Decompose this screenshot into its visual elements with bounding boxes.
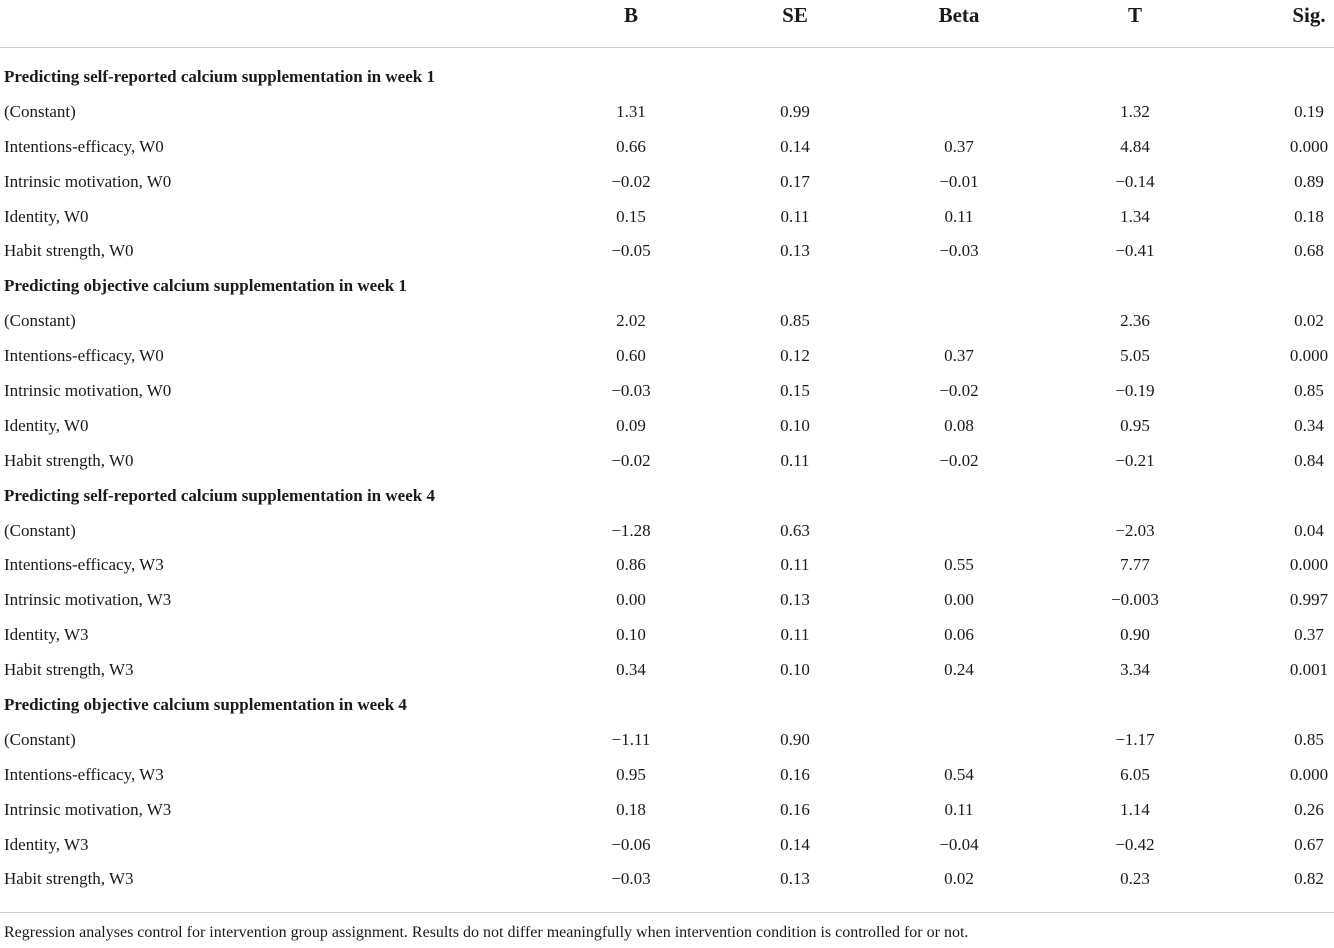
row-label: Habit strength, W3 bbox=[4, 869, 134, 889]
cell-t: −0.14 bbox=[1115, 171, 1155, 191]
cell-t: 1.32 bbox=[1120, 101, 1150, 121]
row-label: (Constant) bbox=[4, 520, 76, 540]
cell-b: −0.02 bbox=[611, 171, 651, 191]
cell-t: 2.36 bbox=[1120, 311, 1150, 331]
cell-sig: 0.02 bbox=[1294, 311, 1324, 331]
cell-sig: 0.000 bbox=[1289, 555, 1329, 575]
table-row bbox=[0, 339, 1334, 374]
cell-b: −1.28 bbox=[611, 520, 651, 540]
row-label: Intrinsic motivation, W0 bbox=[4, 171, 172, 191]
cell-se: 0.11 bbox=[780, 450, 810, 470]
cell-beta: 0.08 bbox=[944, 415, 974, 435]
cell-beta: −0.02 bbox=[939, 381, 979, 401]
cell-b: 0.95 bbox=[616, 764, 646, 784]
cell-se: 0.13 bbox=[780, 590, 810, 610]
cell-t: 5.05 bbox=[1120, 346, 1150, 366]
table-row bbox=[0, 618, 1334, 653]
cell-sig: 0.34 bbox=[1294, 415, 1324, 435]
cell-t: −2.03 bbox=[1115, 520, 1155, 540]
cell-beta: −0.01 bbox=[939, 171, 979, 191]
row-label: Intentions-efficacy, W3 bbox=[4, 555, 164, 575]
cell-b: 0.60 bbox=[616, 346, 646, 366]
cell-beta: 0.11 bbox=[944, 206, 974, 226]
cell-se: 0.17 bbox=[780, 171, 810, 191]
cell-b: 0.66 bbox=[616, 136, 646, 156]
cell-t: 1.14 bbox=[1120, 799, 1150, 819]
cell-beta: 0.54 bbox=[944, 764, 974, 784]
table-row bbox=[0, 862, 1334, 897]
table-body bbox=[0, 60, 1334, 897]
row-label: Intentions-efficacy, W0 bbox=[4, 346, 164, 366]
cell-t: −0.42 bbox=[1115, 834, 1155, 854]
section-heading: Predicting self-reported calcium supplementation in week 1 bbox=[4, 67, 435, 86]
cell-b: 0.15 bbox=[616, 206, 646, 226]
table-header bbox=[0, 0, 1334, 48]
cell-se: 0.10 bbox=[780, 660, 810, 680]
cell-sig: 0.997 bbox=[1289, 590, 1329, 610]
table-row bbox=[0, 583, 1334, 618]
cell-t: −0.19 bbox=[1115, 381, 1155, 401]
cell-sig: 0.84 bbox=[1294, 450, 1324, 470]
cell-se: 0.10 bbox=[780, 415, 810, 435]
cell-sig: 0.82 bbox=[1294, 869, 1324, 889]
row-label: Habit strength, W0 bbox=[4, 241, 134, 261]
cell-sig: 0.04 bbox=[1294, 520, 1324, 540]
section-heading-row bbox=[0, 60, 1334, 95]
table-row bbox=[0, 374, 1334, 409]
cell-se: 0.11 bbox=[780, 625, 810, 645]
cell-se: 0.11 bbox=[780, 206, 810, 226]
table-row bbox=[0, 514, 1334, 549]
cell-se: 0.14 bbox=[780, 136, 810, 156]
cell-b: 0.34 bbox=[616, 660, 646, 680]
table-row bbox=[0, 234, 1334, 269]
section-heading: Predicting self-reported calcium supplementation in week 4 bbox=[4, 485, 435, 505]
cell-beta: 0.37 bbox=[944, 136, 974, 156]
cell-t: 1.34 bbox=[1120, 206, 1150, 226]
cell-b: −0.03 bbox=[611, 869, 651, 889]
row-label: Intrinsic motivation, W0 bbox=[4, 381, 172, 401]
cell-beta: 0.06 bbox=[944, 625, 974, 645]
cell-t: −0.41 bbox=[1115, 241, 1155, 261]
column-header-se: SE bbox=[782, 3, 808, 27]
row-label: (Constant) bbox=[4, 311, 76, 331]
cell-sig: 0.18 bbox=[1294, 206, 1324, 226]
table-footnote: Regression analyses control for intervention group assignment. Results do not differ meaningfully when intervention condition is controlled for or not. bbox=[4, 924, 969, 941]
section-heading: Predicting objective calcium supplementation in week 1 bbox=[4, 276, 407, 296]
section-heading-row bbox=[0, 479, 1334, 514]
cell-b: 0.18 bbox=[616, 799, 646, 819]
row-label: Habit strength, W0 bbox=[4, 450, 134, 470]
cell-sig: 0.19 bbox=[1294, 101, 1324, 121]
cell-b: −0.06 bbox=[611, 834, 651, 854]
cell-beta: −0.02 bbox=[939, 450, 979, 470]
cell-se: 0.63 bbox=[780, 520, 810, 540]
cell-sig: 0.000 bbox=[1289, 346, 1329, 366]
cell-t: −1.17 bbox=[1115, 729, 1155, 749]
cell-b: −0.05 bbox=[611, 241, 651, 261]
cell-se: 0.15 bbox=[780, 381, 810, 401]
row-label: Intentions-efficacy, W3 bbox=[4, 764, 164, 784]
row-label: Identity, W0 bbox=[4, 415, 89, 435]
cell-sig: 0.85 bbox=[1294, 729, 1324, 749]
cell-b: 0.86 bbox=[616, 555, 646, 575]
cell-se: 0.16 bbox=[780, 799, 810, 819]
table-row bbox=[0, 828, 1334, 863]
row-label: (Constant) bbox=[4, 729, 76, 749]
cell-se: 0.16 bbox=[780, 764, 810, 784]
cell-t: 6.05 bbox=[1120, 764, 1150, 784]
table-row bbox=[0, 409, 1334, 444]
column-header-t: T bbox=[1127, 3, 1142, 27]
cell-b: −0.02 bbox=[611, 450, 651, 470]
cell-beta: 0.37 bbox=[944, 346, 974, 366]
row-label: (Constant) bbox=[4, 101, 76, 121]
cell-sig: 0.001 bbox=[1289, 660, 1329, 680]
column-header-b: B bbox=[623, 3, 638, 27]
table-row bbox=[0, 165, 1334, 200]
cell-t: 7.77 bbox=[1120, 555, 1150, 575]
row-label: Intrinsic motivation, W3 bbox=[4, 590, 172, 610]
table-row bbox=[0, 723, 1334, 758]
cell-se: 0.14 bbox=[780, 834, 810, 854]
cell-t: 0.23 bbox=[1120, 869, 1150, 889]
cell-beta: −0.03 bbox=[939, 241, 979, 261]
cell-b: 1.31 bbox=[616, 101, 646, 121]
section-heading: Predicting objective calcium supplementation in week 4 bbox=[4, 695, 407, 715]
row-label: Identity, W0 bbox=[4, 206, 89, 226]
cell-sig: 0.67 bbox=[1294, 834, 1324, 854]
cell-se: 0.99 bbox=[780, 101, 810, 121]
table-row bbox=[0, 130, 1334, 165]
cell-beta: 0.11 bbox=[944, 799, 974, 819]
table-row bbox=[0, 793, 1334, 828]
cell-sig: 0.000 bbox=[1289, 136, 1329, 156]
cell-se: 0.85 bbox=[780, 311, 810, 331]
cell-sig: 0.85 bbox=[1294, 381, 1324, 401]
table-row bbox=[0, 304, 1334, 339]
cell-t: −0.21 bbox=[1115, 450, 1155, 470]
cell-sig: 0.89 bbox=[1294, 171, 1324, 191]
cell-sig: 0.68 bbox=[1294, 241, 1324, 261]
cell-beta: 0.24 bbox=[944, 660, 974, 680]
cell-se: 0.13 bbox=[780, 241, 810, 261]
cell-b: −0.03 bbox=[611, 381, 651, 401]
row-label: Habit strength, W3 bbox=[4, 660, 134, 680]
cell-se: 0.11 bbox=[780, 555, 810, 575]
cell-b: 0.10 bbox=[616, 625, 646, 645]
cell-se: 0.90 bbox=[780, 729, 810, 749]
table-row bbox=[0, 444, 1334, 479]
cell-t: 0.90 bbox=[1120, 625, 1150, 645]
table-row bbox=[0, 200, 1334, 235]
cell-beta: 0.55 bbox=[944, 555, 974, 575]
cell-se: 0.12 bbox=[780, 346, 810, 366]
table-row bbox=[0, 95, 1334, 130]
section-heading-row bbox=[0, 269, 1334, 304]
cell-b: −1.11 bbox=[611, 729, 651, 749]
cell-b: 2.02 bbox=[616, 311, 646, 331]
cell-t: 3.34 bbox=[1120, 660, 1150, 680]
cell-t: 4.84 bbox=[1120, 136, 1150, 156]
table-row bbox=[0, 548, 1334, 583]
cell-beta: −0.04 bbox=[939, 834, 979, 854]
section-heading-row bbox=[0, 688, 1334, 723]
row-label: Intentions-efficacy, W0 bbox=[4, 136, 164, 156]
cell-b: 0.09 bbox=[616, 415, 646, 435]
cell-sig: 0.26 bbox=[1294, 799, 1324, 819]
row-label: Identity, W3 bbox=[4, 834, 89, 854]
row-label: Intrinsic motivation, W3 bbox=[4, 799, 172, 819]
cell-se: 0.13 bbox=[780, 869, 810, 889]
cell-t: 0.95 bbox=[1120, 415, 1150, 435]
table-row bbox=[0, 653, 1334, 688]
cell-t: −0.003 bbox=[1111, 590, 1159, 610]
column-header-beta: Beta bbox=[938, 3, 980, 27]
column-header-sig: Sig. bbox=[1292, 3, 1326, 27]
row-label: Identity, W3 bbox=[4, 625, 89, 645]
cell-beta: 0.00 bbox=[944, 590, 974, 610]
cell-sig: 0.000 bbox=[1289, 764, 1329, 784]
table-row bbox=[0, 758, 1334, 793]
cell-sig: 0.37 bbox=[1294, 625, 1324, 645]
cell-b: 0.00 bbox=[616, 590, 646, 610]
cell-beta: 0.02 bbox=[944, 869, 974, 889]
footer-divider bbox=[0, 912, 1334, 913]
